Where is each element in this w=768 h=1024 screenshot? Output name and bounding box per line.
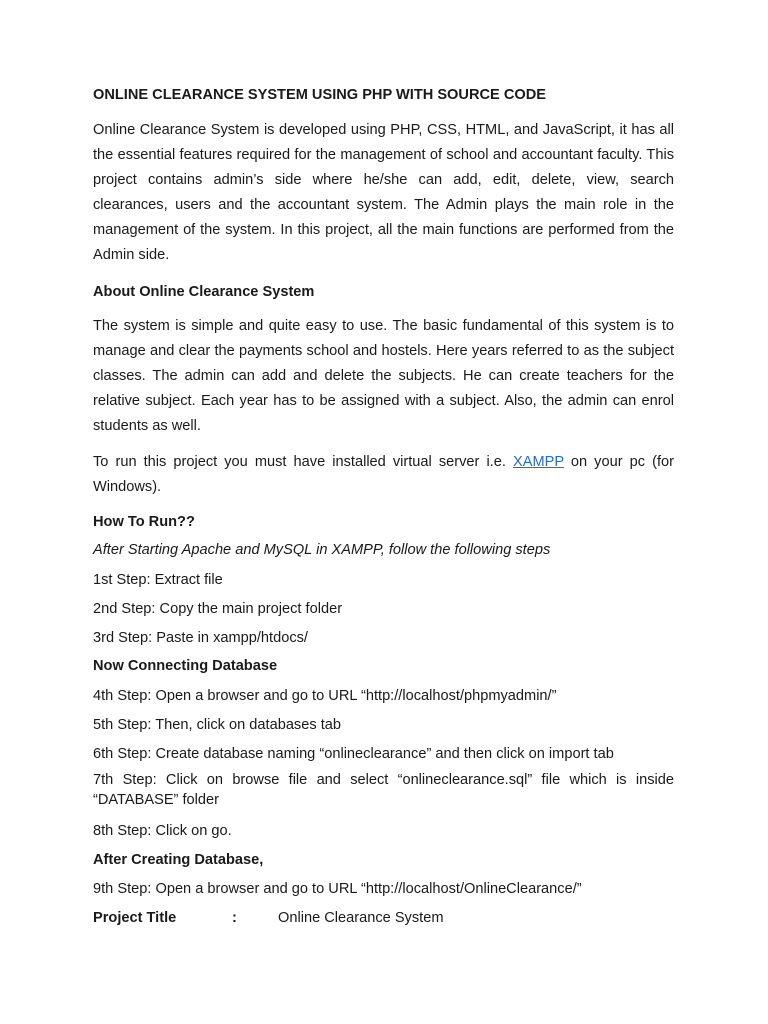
step-6: 6th Step: Create database naming “onlineclearance” and then click on import tab	[93, 746, 614, 762]
project-title-value: Online Clearance System	[278, 910, 444, 926]
project-title-colon: :	[232, 910, 237, 926]
project-title-label: Project Title	[93, 910, 177, 926]
run-note-before: To run this project you must have installed virtual server i.e.	[93, 454, 513, 470]
step-3: 3rd Step: Paste in xampp/htdocs/	[93, 630, 308, 646]
step-5: 5th Step: Then, click on databases tab	[93, 717, 341, 733]
intro-paragraph: Online Clearance System is developed using PHP, CSS, HTML, and JavaScript, it has all the essential features required for the management of school and accountant faculty. This project contains admin’s side where he/she can add, edit, delete, view, search clearances, users and the accountant system. The Admin plays the main role in the management of the system. In this project, all the main functions are performed from the Admin side.	[93, 122, 674, 263]
about-paragraph: The system is simple and quite easy to use. The basic fundamental of this system is to manage and clear the payments school and hostels. Here years referred to as the subject classes. The admin can add and delete the subjects. He can create teachers for the relative subject. Each year has to be assigned with a subject. Also, the admin can enrol students as well.	[93, 318, 674, 434]
db-heading: Now Connecting Database	[93, 658, 278, 674]
how-to-run-heading: How To Run??	[93, 514, 195, 530]
project-title-row	[93, 910, 674, 926]
step-9: 9th Step: Open a browser and go to URL “http://localhost/OnlineClearance/”	[93, 881, 582, 897]
how-to-run-intro: After Starting Apache and MySQL in XAMPP, follow the following steps	[93, 542, 551, 558]
run-note-after: on your pc (for Windows).	[93, 454, 674, 495]
xampp-link[interactable]: XAMPP	[512, 454, 564, 470]
step-2: 2nd Step: Copy the main project folder	[93, 601, 343, 617]
document-title: ONLINE CLEARANCE SYSTEM USING PHP WITH SOURCE CODE	[93, 87, 546, 103]
run-note-paragraph	[93, 450, 674, 500]
step-7: 7th Step: Click on browse file and select “onlineclearance.sql” file which is inside “DATABASE” folder	[93, 772, 674, 808]
after-db-heading: After Creating Database,	[93, 852, 264, 868]
step-8: 8th Step: Click on go.	[93, 823, 232, 839]
step-4: 4th Step: Open a browser and go to URL “http://localhost/phpmyadmin/”	[93, 688, 557, 704]
step-1: 1st Step: Extract file	[93, 572, 223, 588]
about-heading: About Online Clearance System	[93, 284, 315, 300]
